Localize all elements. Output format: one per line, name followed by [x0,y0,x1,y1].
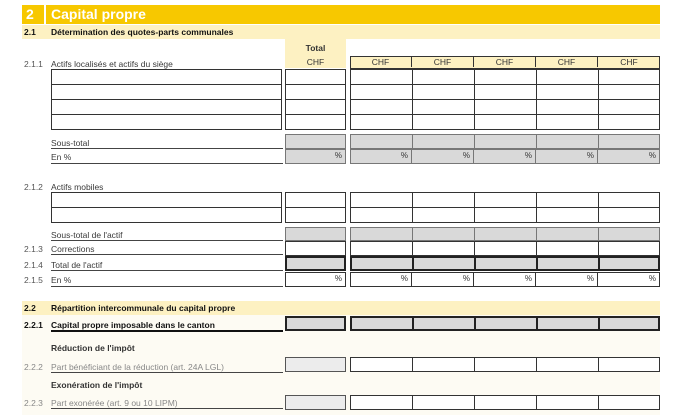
asset-total-cell-4[interactable] [285,114,346,130]
mobile-commune-grid[interactable] [350,192,660,223]
pct2-commune-cell-4[interactable]: % [535,272,598,287]
reduction-commune-grid[interactable] [350,357,660,372]
commune-currency-3: CHF [474,57,536,67]
total-actif-commune-grid [350,256,660,271]
mobile-total-cell-2[interactable] [285,207,346,223]
en-pct-commune-cell-5: % [597,149,660,164]
exoneration-commune-grid[interactable] [350,395,660,410]
row-number-2-1-4: 2.1.4 [24,260,43,270]
section-title: Capital propre [51,6,146,22]
asset-commune-grid[interactable] [350,69,660,130]
row-label-2-2-3: Part exonérée (art. 9 ou 10 LIPM) [51,398,178,408]
pct2-commune-cell-5[interactable]: % [597,272,660,287]
en-pct-total-cell: % [285,149,346,164]
mobile-asset-input-1[interactable] [51,192,282,208]
total-header-label: Total [305,43,326,53]
sous-total-line [51,148,283,149]
subsection-title-2-1: Détermination des quotes-parts communales [51,27,234,37]
sous-total-total-cell [285,134,346,149]
row-number-2-2-1: 2.2.1 [24,320,43,330]
sous-total-actif-commune-grid [350,227,660,241]
total-currency: CHF [306,57,325,67]
commune-currency-2: CHF [412,57,474,67]
asset-total-cell-2[interactable] [285,84,346,100]
row-label-2-1-3: Corrections [51,244,95,254]
total-actif-total-cell [285,256,346,271]
corrections-total-cell[interactable] [285,241,346,256]
en-pct-commune-cell-4: % [535,149,598,164]
reduction-title: Réduction de l'impôt [51,343,135,353]
corrections-line [51,254,283,255]
pct2-commune-cell-1[interactable]: % [350,272,412,287]
en-pct-commune-cell-3: % [473,149,536,164]
exoneration-line [51,408,283,409]
total-actif-line [51,270,283,271]
row-number-2-2-2: 2.2.2 [24,362,43,372]
asset-name-input-1[interactable] [51,69,282,85]
row-label-2-1-5: En % [51,275,72,285]
pct2-commune-cell-3[interactable]: % [473,272,536,287]
sous-total-actif-label: Sous-total de l'actif [51,230,123,240]
capital-commune-grid [350,316,660,331]
row-label-2-1-1: Actifs localisés et actifs du siège [51,59,173,69]
asset-name-input-2[interactable] [51,84,282,100]
corrections-commune-grid[interactable] [350,241,660,256]
en-pct-commune-cell-1: % [350,149,412,164]
row-label-2-1-4: Total de l'actif [51,260,103,270]
capital-line [51,330,283,332]
subsection-number-2-1: 2.1 [24,27,36,37]
reduction-total-cell [285,357,346,372]
row-label-2-2-1: Capital propre imposable dans le canton [51,320,215,330]
commune-currency-5: CHF [620,57,638,67]
sous-total-actif-line [51,240,283,241]
row-number-2-1-5: 2.1.5 [24,275,43,285]
commune-currency-1: CHF [350,57,412,67]
subsection-number-2-2: 2.2 [24,303,36,313]
asset-total-cell-3[interactable] [285,99,346,115]
row-number-2-1-2: 2.1.2 [24,182,43,192]
sous-total-actif-total-cell [285,227,346,241]
sous-total-label: Sous-total [51,138,90,148]
mobile-asset-input-2[interactable] [51,207,282,223]
en-pct-line [51,163,283,164]
subsection-title-2-2: Répartition intercommunale du capital propre [51,303,236,313]
en-pct-commune-cell-2: % [411,149,474,164]
en-pct-2-line [51,286,283,287]
sous-total-commune-grid [350,134,660,149]
asset-total-cell-1[interactable] [285,69,346,85]
row-label-2-1-2: Actifs mobiles [51,182,104,192]
en-pct-label: En % [51,152,72,162]
section-number: 2 [26,6,34,22]
reduction-line [51,372,283,373]
exoneration-title: Exonération de l'impôt [51,380,143,390]
commune-currency-4: CHF [536,57,598,67]
mobile-total-cell-1[interactable] [285,192,346,208]
row-label-2-2-2: Part bénéficiant de la réduction (art. 24A LGL) [51,362,224,372]
row-number-2-1-3: 2.1.3 [24,244,43,254]
section-divider [44,5,46,24]
row-number-2-1-1: 2.1.1 [24,59,43,69]
exoneration-total-cell [285,395,346,410]
row-number-2-2-3: 2.2.3 [24,398,43,408]
asset-name-input-3[interactable] [51,99,282,115]
asset-name-input-4[interactable] [51,114,282,130]
pct2-commune-cell-2[interactable]: % [411,272,474,287]
capital-total-cell [285,316,346,331]
pct2-total-cell: % [285,272,346,287]
